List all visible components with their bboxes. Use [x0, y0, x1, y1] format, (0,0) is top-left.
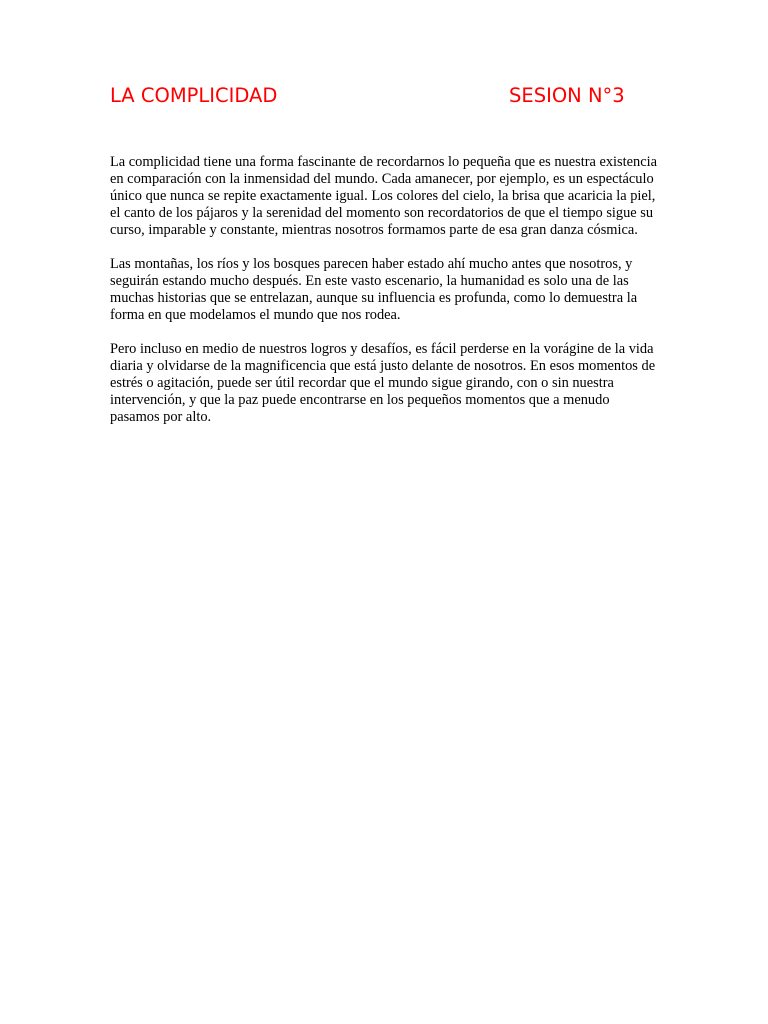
document-body [110, 154, 662, 443]
document-title: LA COMPLICIDAD [110, 84, 278, 107]
paragraph: Pero incluso en medio de nuestros logros y desafíos, es fácil perderse en la vorágine de la vida diaria y olvidarse de la magnificencia que está justo delante de nosotros. En esos momentos de estrés o agitación, puede ser útil recordar que el mundo sigue girando, con o sin nuestra intervención, y que la paz puede encontrarse en los pequeños momentos que a menudo pasamos por alto. [110, 341, 656, 425]
document-header [110, 84, 650, 112]
paragraph: Las montañas, los ríos y los bosques parecen haber estado ahí mucho antes que nosotros, y seguirán estando mucho después. En este vasto escenario, la humanidad es solo una de las muchas historias que se entrelazan, aunque su influencia es profunda, como lo demuestra la forma en que modelamos el mundo que nos rodea. [110, 256, 638, 323]
paragraph: La complicidad tiene una forma fascinante de recordarnos lo pequeña que es nuestra existencia en comparación con la inmensidad del mundo. Cada amanecer, por ejemplo, es un espectáculo único que nunca se repite exactamente igual. Los colores del cielo, la brisa que acaricia la piel, el canto de los pájaros y la serenidad del momento son recordatorios de que el tiempo sigue su curso, imparable y constante, mientras nosotros formamos parte de esa gran danza cósmica. [110, 154, 658, 238]
session-label: SESION N°3 [509, 84, 625, 107]
